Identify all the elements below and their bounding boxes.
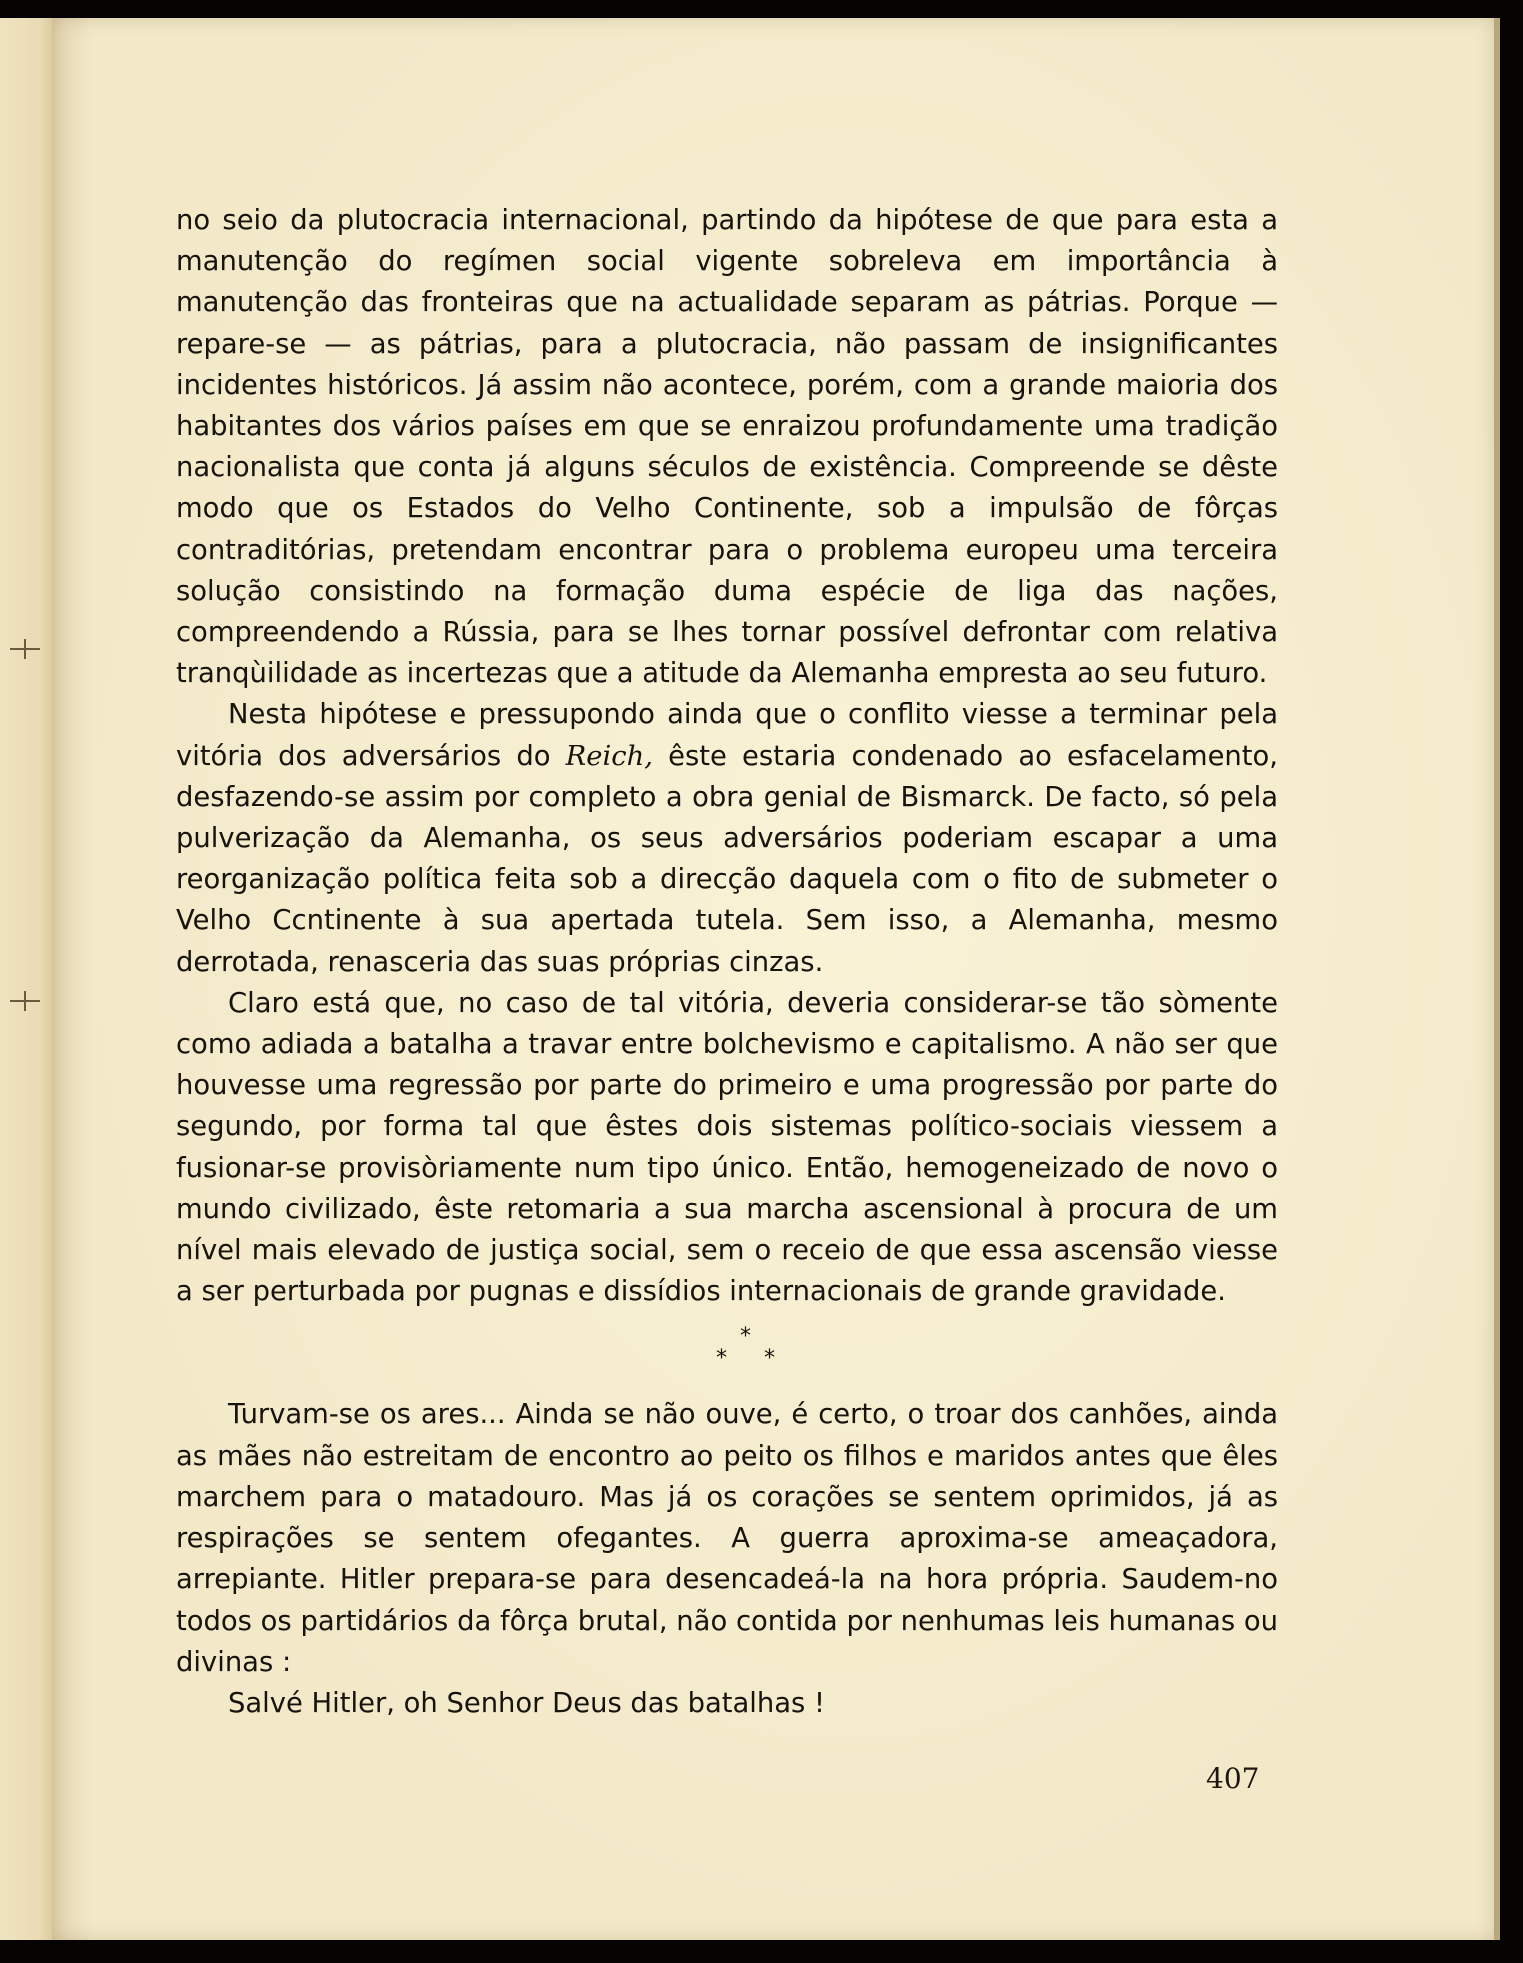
asterisk: * bbox=[764, 1346, 775, 1372]
closing-line: Salvé Hitler, oh Senhor Deus das batalhas ! bbox=[228, 1687, 825, 1719]
italic-term: Reich, bbox=[565, 740, 653, 772]
binding-mark bbox=[10, 648, 40, 650]
paragraph: Claro está que, no caso de tal vitória, deveria considerar-se tão sòmente como adiada a batalha a travar entre bolchevismo e capitalismo. A não ser que houvesse uma regressão por parte do primeiro e uma progressão por parte do segundo, por forma tal que êstes dois sistemas político-sociais viessem a fusionar-se provisòriamente num tipo único. Então, hemogeneizado de novo o mundo civilizado, êste retomaria a sua marcha ascensional à procura de um nível mais elevado de justiça social, sem o receio de que essa ascensão viesse a ser perturbada por pugnas e dissídios internacionais de grande gravidade. bbox=[176, 987, 1278, 1308]
paragraph bbox=[176, 694, 1278, 982]
paragraph: Turvam-se os ares... Ainda se não ouve, é certo, o troar dos canhões, ainda as mães não estreitam de encontro ao peito os filhos e maridos antes que êles marchem para o matadouro. Mas já os corações se sentem oprimidos, já as respirações se sentem ofegantes. A guerra aproxima-se ameaçadora, arrepiante. Hitler prepara-se para desencadeá-la na hora própria. Saudem-no todos os partidários da fôrça brutal, não contida por nenhumas leis humanas ou divinas : bbox=[176, 1399, 1278, 1678]
page-right-edge bbox=[1494, 18, 1500, 1940]
section-separator bbox=[176, 1312, 1278, 1394]
page-number: 407 bbox=[1206, 1762, 1260, 1795]
paragraph-text: Nesta hipótese e pressupondo ainda que o conflito viesse a terminar pela vitória dos adversários do bbox=[176, 699, 1278, 772]
asterisk: * bbox=[740, 1324, 751, 1350]
paragraph: no seio da plutocracia internacional, partindo da hipótese de que para esta a manutenção do regímen social vigente sobreleva em importância à manutenção das fronteiras que na actualidade separam as pátrias. Porque — repare-se — as pátrias, para a plutocracia, não passam de insignificantes incidentes históricos. Já assim não acontece, porém, com a grande maioria dos habitantes dos vários países em que se enraizou profundamente uma tradição nacionalista que conta já alguns séculos de existência. Compreende se dêste modo que os Estados do Velho Continente, sob a impulsão de fôrças contraditórias, pretendam encontrar para o problema europeu uma terceira solução consistindo na formação duma espécie de liga das nações, compreendendo a Rússia, para se lhes tornar possível defrontar com relativa tranqùilidade as incertezas que a atitude da Alemanha empresta ao seu futuro. bbox=[176, 205, 1278, 690]
paragraph-text: êste estaria condenado ao esfacelamento, desfazendo-se assim por completo a obra genial de Bismarck. De facto, só pela pulverização da Alemanha, os seus adversários poderiam escapar a uma reorganização política feita sob a direcção daquela com o fito de submeter o Velho Ccntinente à sua apertada tutela. Sem isso, a Alemanha, mesmo derrotada, renasceria das suas próprias cinzas. bbox=[176, 740, 1278, 978]
binding-mark bbox=[10, 1000, 40, 1002]
asterisk: * bbox=[716, 1346, 727, 1372]
page-text bbox=[176, 200, 1278, 1724]
page-binding-edge bbox=[0, 18, 56, 1940]
